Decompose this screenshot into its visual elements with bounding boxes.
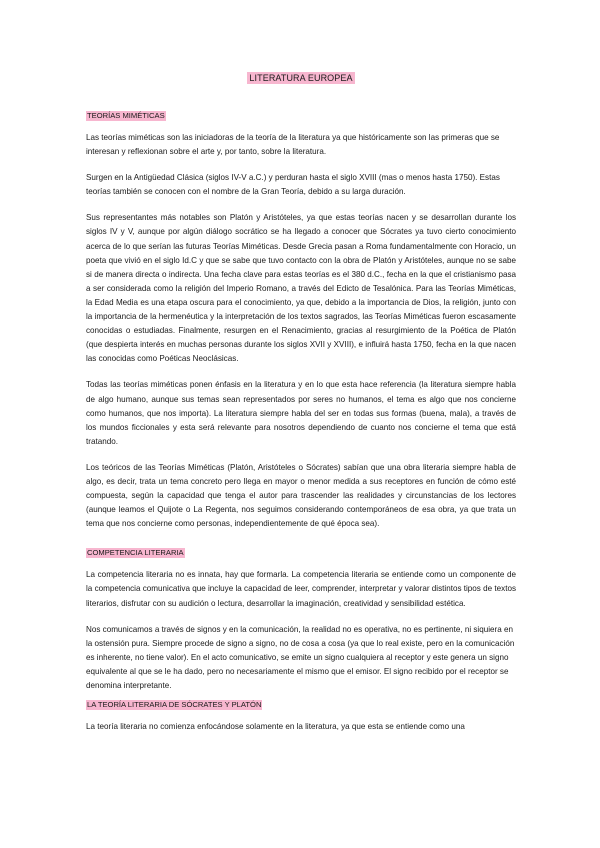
section-heading-socrates-plato: LA TEORÍA LITERARIA DE SÓCRATES Y PLATÓN: [87, 700, 262, 710]
section-heading-literary-competence: COMPETENCIA LITERARIA: [87, 548, 184, 558]
document-title: LITERATURA EUROPEA: [249, 73, 353, 83]
section-heading-line: [86, 695, 516, 711]
paragraph: La competencia literaria no es innata, hay que formarla. La competencia literaria se entiende como un componente de la competencia comunicativa que incluye la capacidad de leer, comprender, interpretar y valorar distintos tipos de textos literarios, disfrutar con su audición o lectura, desarrollar la imaginación, creatividad y sensibilidad estética.: [86, 570, 516, 608]
paragraph: Surgen en la Antigüedad Clásica (siglos IV-V a.C.) y perduran hasta el siglo XVIII (mas o menos hasta 1750). Estas teorías también se conocen con el nombre de la Gran Teoría, debido a su larga duración.: [86, 173, 500, 197]
section-heading-line: [86, 106, 516, 122]
paragraph: Todas las teorías miméticas ponen énfasis en la literatura y en lo que esta hace referencia (la literatura siempre habla de algo humano, aunque sus temas sean representados por seres no humanos, el tema es algo que nos concierne como humanos, que nos importa). La literatura siempre habla del ser en todas sus formas (buena, mala), a través de los mundos ficcionales y esta será relevante para nosotros dependiendo de cuanto nos concierne el tema que está tratando.: [86, 380, 516, 446]
paragraph: Las teorías miméticas son las iniciadoras de la teoría de la literatura ya que históricamente son las primeras que se interesan y reflexionan sobre el arte y, por tanto, sobre la literatura.: [86, 133, 500, 157]
paragraph: La teoría literaria no comienza enfocándose solamente en la literatura, ya que esta se entiende como una: [86, 722, 465, 732]
paragraph: Sus representantes más notables son Platón y Aristóteles, ya que estas teorías nacen y se desarrollan durante los siglos IV y V, aunque por algún diálogo socrático se ha llegado a conocer que Sócrates ya tuvo cierto conocimiento acerca de lo que serían las futuras Teorías Miméticas. Desde Grecia pasan a Roma fundamentalmente con Horacio, un poeta que vivió en el siglo Id.C y que se sabe que tuvo contacto con la obra de Platón y Aristóteles, aunque no se sabe si de manera directa o indirecta. Una fecha clave para estas teorías es el 380 d.C., fecha en la que el cristianismo pasa a ser considerada como la religión del Imperio Romano, a través del Edicto de Tesalónica. Para las Teorías Miméticas, la Edad Media es una etapa oscura para el conocimiento, ya que, debido a la importancia de Dios, la religión, junto con la importancia de la hermenéutica y la interpretación de los textos sagrados, las Teorías Miméticas fueron escasamente conocidas o estudiadas. Finalmente, resurgen en el Renacimiento, gracias al resurgimiento de la Poética de Platón (que despierta interés en muchas personas durante los siglos XVII y XVIII), e influirá hasta 1750, fecha en la que nacen las conocidas como Poéticas Neoclásicas.: [86, 213, 516, 364]
paragraph: Los teóricos de las Teorías Miméticas (Platón, Aristóteles o Sócrates) sabían que una obra literaria siempre habla de algo, es decir, trata un tema concreto pero llega en mayor o menor medida a sus receptores en función de cómo esté compuesta, según la capacidad que tenga el autor para trascender las realidades y circunstancias de los lectores (aunque leamos el Quijote o La Regenta, nos seguimos considerando contemporáneos de esa obra, ya que trata un tema que nos concierne como personas, independientemente de qué época sea).: [86, 462, 516, 529]
paragraph: Nos comunicamos a través de signos y en la comunicación, la realidad no es operativa, no es pertinente, ni siquiera en la ostensión pura. Siempre procede de signo a signo, no de cosa a cosa (ya que lo real existe, pero en la comunicación es inherente, no tiene valor). En el acto comunicativo, se emite un signo cualquiera al receptor y este genera un signo equivalente al que se le ha dado, pero no necesariamente el mismo que el emisor. El signo recibido por el receptor se denomina interpretante.: [86, 624, 515, 690]
section-heading-line: [86, 543, 516, 559]
title-wrap: [86, 68, 516, 86]
document-page: [86, 68, 516, 746]
section-heading-mimetic-theories: TEORÍAS MIMÉTICAS: [87, 111, 165, 120]
